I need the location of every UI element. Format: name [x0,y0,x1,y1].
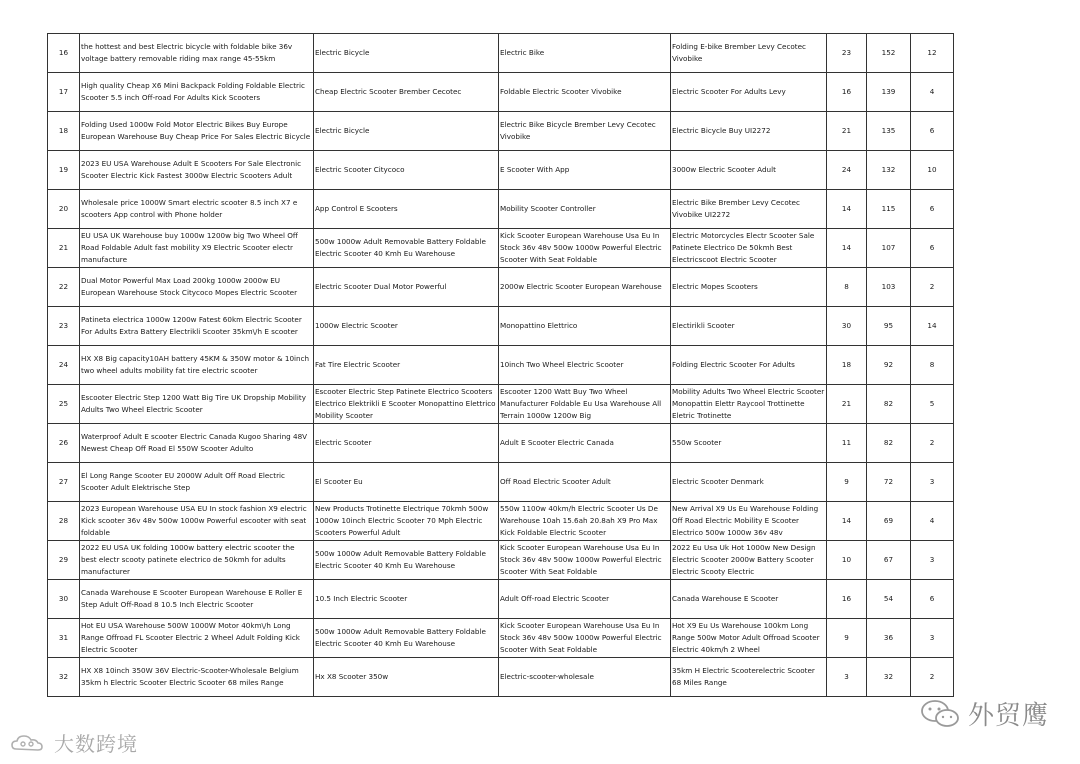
metric-3-cell: 2 [911,268,954,307]
product-title-cell: Canada Warehouse E Scooter European Warehouse E Roller E Step Adult Off-Road 8 10.5 Inch Electric Scooter [80,580,314,619]
keyword-3-cell: Folding Electric Scooter For Adults [671,346,827,385]
metric-2-cell: 95 [867,307,911,346]
table-row [48,658,954,697]
keyword-1-cell: Electric Scooter Citycoco [314,151,499,190]
table-row [48,307,954,346]
keyword-1-cell: 500w 1000w Adult Removable Battery Foldable Electric Scooter 40 Kmh Eu Warehouse [314,619,499,658]
watermark-right-text: 外贸鹰 [968,701,1050,731]
keyword-2-cell: Monopattino Elettrico [499,307,671,346]
product-title-cell: Escooter Electric Step 1200 Watt Big Tire UK Dropship Mobility Adults Two Wheel Electric Scooter [80,385,314,424]
table-row [48,34,954,73]
keyword-3-cell: 3000w Electric Scooter Adult [671,151,827,190]
keyword-3-cell: Electric Scooter For Adults Levy [671,73,827,112]
keyword-2-cell: 10inch Two Wheel Electric Scooter [499,346,671,385]
metric-2-cell: 69 [867,502,911,541]
rank-cell: 32 [48,658,80,697]
metric-3-cell: 8 [911,346,954,385]
keyword-2-cell: E Scooter With App [499,151,671,190]
product-title-cell: Dual Motor Powerful Max Load 200kg 1000w 2000w EU European Warehouse Stock Citycoco Mopes Electric Scooter [80,268,314,307]
metric-1-cell: 14 [827,190,867,229]
product-title-cell: Hot EU USA Warehouse 500W 1000W Motor 40km\/h Long Range Offroad FL Scooter Electric 2 Wheel Adult Folding Kick Electric Scooter [80,619,314,658]
table-row [48,463,954,502]
metric-1-cell: 30 [827,307,867,346]
product-title-cell: Patineta electrica 1000w 1200w Fatest 60km Electric Scooter For Adults Extra Battery Electrikli Scooter 35km\/h E scooter [80,307,314,346]
product-title-cell: Wholesale price 1000W Smart electric scooter 8.5 inch X7 e scooters App control with Phone holder [80,190,314,229]
rank-cell: 30 [48,580,80,619]
table-row [48,73,954,112]
keyword-3-cell: 2022 Eu Usa Uk Hot 1000w New Design Electric Scooter 2000w Battery Scooter Electric Scooty Electric [671,541,827,580]
metric-3-cell: 6 [911,580,954,619]
rank-cell: 19 [48,151,80,190]
table-row [48,502,954,541]
watermark-left-text: 大数跨境 [54,732,138,756]
product-title-cell: 2023 European Warehouse USA EU In stock fashion X9 electric Kick scooter 36v 48v 500w 1000w Powerful escooter with seat foldable [80,502,314,541]
keyword-3-cell: Electric Bicycle Buy UI2272 [671,112,827,151]
product-title-cell: High quality Cheap X6 Mini Backpack Folding Foldable Electric Scooter 5.5 inch Off-road For Adults Kick Scooters [80,73,314,112]
product-title-cell: HX X8 10inch 350W 36V Electric-Scooter-Wholesale Belgium 35km h Electric Scooter Electric Scooter 68 miles Range [80,658,314,697]
keyword-2-cell: Kick Scooter European Warehouse Usa Eu In Stock 36v 48v 500w 1000w Powerful Electric Scooter With Seat Foldable [499,541,671,580]
rank-cell: 28 [48,502,80,541]
keyword-3-cell: Hot X9 Eu Us Warehouse 100km Long Range 500w Motor Adult Offroad Scooter Electric 40km/h 2 Wheel [671,619,827,658]
keyword-3-cell: Mobility Adults Two Wheel Electric Scooter Monopattin Elettr Raycool Trottinette Eletric Trotinette [671,385,827,424]
metric-3-cell: 14 [911,307,954,346]
keyword-1-cell: Cheap Electric Scooter Brember Cecotec [314,73,499,112]
keyword-1-cell: El Scooter Eu [314,463,499,502]
metric-1-cell: 21 [827,385,867,424]
keyword-3-cell: Electirikli Scooter [671,307,827,346]
keyword-1-cell: Electric Bicycle [314,34,499,73]
table-row [48,385,954,424]
keyword-2-cell: Escooter 1200 Watt Buy Two Wheel Manufacturer Foldable Eu Usa Warehouse All Terrain 1000w 1200w Big [499,385,671,424]
table-row [48,151,954,190]
product-title-cell: the hottest and best Electric bicycle with foldable bike 36v voltage battery removable riding max range 45-55km [80,34,314,73]
metric-1-cell: 14 [827,229,867,268]
rank-cell: 31 [48,619,80,658]
product-title-cell: HX X8 Big capacity10AH battery 45KM & 350W motor & 10inch two wheel adults mobility fat tire electric scooter [80,346,314,385]
metric-2-cell: 67 [867,541,911,580]
rank-cell: 22 [48,268,80,307]
keyword-1-cell: App Control E Scooters [314,190,499,229]
keyword-1-cell: Electric Scooter [314,424,499,463]
table-row [48,619,954,658]
metric-1-cell: 23 [827,34,867,73]
keyword-1-cell: 500w 1000w Adult Removable Battery Foldable Electric Scooter 40 Kmh Eu Warehouse [314,229,499,268]
metric-1-cell: 3 [827,658,867,697]
table-row [48,190,954,229]
metric-2-cell: 72 [867,463,911,502]
metric-2-cell: 82 [867,424,911,463]
table-row [48,346,954,385]
metric-2-cell: 135 [867,112,911,151]
metric-1-cell: 10 [827,541,867,580]
rank-cell: 16 [48,34,80,73]
product-title-cell: EU USA UK Warehouse buy 1000w 1200w big Two Wheel Off Road Foldable Adult fast mobility X9 Electric Scooter electr manufacture [80,229,314,268]
product-title-cell: Folding Used 1000w Fold Motor Electric Bikes Buy Europe European Warehouse Buy Cheap Price For Sales Electric Bicycle [80,112,314,151]
metric-2-cell: 92 [867,346,911,385]
keyword-3-cell: 550w Scooter [671,424,827,463]
wechat-logo-icon [918,697,962,731]
metric-2-cell: 132 [867,151,911,190]
keyword-2-cell: 2000w Electric Scooter European Warehouse [499,268,671,307]
metric-3-cell: 6 [911,229,954,268]
metric-1-cell: 8 [827,268,867,307]
rank-cell: 25 [48,385,80,424]
table-row [48,268,954,307]
rank-cell: 29 [48,541,80,580]
product-title-cell: El Long Range Scooter EU 2000W Adult Off Road Electric Scooter Adult Elektrische Step [80,463,314,502]
metric-3-cell: 3 [911,541,954,580]
keyword-table [47,33,954,697]
table-row [48,229,954,268]
metric-1-cell: 16 [827,580,867,619]
product-title-cell: 2022 EU USA UK folding 1000w battery electric scooter the best electr scooty patinete electrico de 50kmh for adults manufacturer [80,541,314,580]
keyword-2-cell: Kick Scooter European Warehouse Usa Eu In Stock 36v 48v 500w 1000w Powerful Electric Scooter With Seat Foldable [499,619,671,658]
keyword-1-cell: 500w 1000w Adult Removable Battery Foldable Electric Scooter 40 Kmh Eu Warehouse [314,541,499,580]
metric-1-cell: 16 [827,73,867,112]
metric-3-cell: 3 [911,619,954,658]
product-title-cell: 2023 EU USA Warehouse Adult E Scooters For Sale Electronic Scooter Electric Kick Fastest 3000w Electric Scooters Adult [80,151,314,190]
metric-3-cell: 4 [911,502,954,541]
rank-cell: 20 [48,190,80,229]
metric-2-cell: 36 [867,619,911,658]
keyword-3-cell: Folding E-bike Brember Levy Cecotec Vivobike [671,34,827,73]
keyword-3-cell: Electric Bike Brember Levy Cecotec Vivobike UI2272 [671,190,827,229]
keyword-1-cell: New Products Trotinette Electrique 70kmh 500w 1000w 10inch Electric Scooter 70 Mph Electric Scooters Powerful Adult [314,502,499,541]
keyword-table-body [48,34,954,697]
metric-3-cell: 2 [911,658,954,697]
keyword-2-cell: Kick Scooter European Warehouse Usa Eu In Stock 36v 48v 500w 1000w Powerful Electric Scooter With Seat Foldable [499,229,671,268]
watermark-left [10,728,138,757]
keyword-2-cell: Mobility Scooter Controller [499,190,671,229]
metric-1-cell: 24 [827,151,867,190]
metric-2-cell: 54 [867,580,911,619]
metric-3-cell: 6 [911,112,954,151]
table-row [48,112,954,151]
rank-cell: 23 [48,307,80,346]
metric-3-cell: 10 [911,151,954,190]
metric-1-cell: 18 [827,346,867,385]
cloud-logo-icon [10,731,50,755]
keyword-1-cell: Electric Bicycle [314,112,499,151]
rank-cell: 26 [48,424,80,463]
metric-2-cell: 115 [867,190,911,229]
metric-2-cell: 32 [867,658,911,697]
keyword-3-cell: Canada Warehouse E Scooter [671,580,827,619]
table-row [48,541,954,580]
keyword-2-cell: Electric Bike [499,34,671,73]
keyword-2-cell: Foldable Electric Scooter Vivobike [499,73,671,112]
table-row [48,580,954,619]
metric-1-cell: 9 [827,463,867,502]
keyword-3-cell: Electric Scooter Denmark [671,463,827,502]
keyword-2-cell: Off Road Electric Scooter Adult [499,463,671,502]
table-row [48,424,954,463]
metric-1-cell: 9 [827,619,867,658]
rank-cell: 21 [48,229,80,268]
metric-1-cell: 21 [827,112,867,151]
metric-1-cell: 11 [827,424,867,463]
metric-3-cell: 3 [911,463,954,502]
metric-2-cell: 103 [867,268,911,307]
keyword-1-cell: Escooter Electric Step Patinete Electrico Scooters Electrico Elektrikli E Scooter Monopattino Elettrico Mobility Scooter [314,385,499,424]
keyword-3-cell: Electric Mopes Scooters [671,268,827,307]
keyword-3-cell: Electric Motorcycles Electr Scooter Sale Patinete Electrico De 50kmh Best Electricscoot Electric Scooter [671,229,827,268]
metric-3-cell: 5 [911,385,954,424]
keyword-1-cell: Hx X8 Scooter 350w [314,658,499,697]
metric-2-cell: 107 [867,229,911,268]
keyword-2-cell: Adult E Scooter Electric Canada [499,424,671,463]
metric-1-cell: 14 [827,502,867,541]
product-title-cell: Waterproof Adult E scooter Electric Canada Kugoo Sharing 48V Newest Cheap Off Road El 550W Scooter Adulto [80,424,314,463]
keyword-2-cell: 550w 1100w 40km/h Electric Scooter Us De Warehouse 10ah 15.6ah 20.8ah X9 Pro Max Kick Foldable Electric Scooter [499,502,671,541]
watermark-right [918,695,1049,732]
metric-2-cell: 152 [867,34,911,73]
metric-3-cell: 12 [911,34,954,73]
keyword-1-cell: 1000w Electric Scooter [314,307,499,346]
keyword-3-cell: New Arrival X9 Us Eu Warehouse Folding Off Road Electric Mobility E Scooter Electrico 500w 1000w 36v 48v [671,502,827,541]
metric-2-cell: 139 [867,73,911,112]
keyword-2-cell: Adult Off-road Electric Scooter [499,580,671,619]
metric-3-cell: 6 [911,190,954,229]
rank-cell: 18 [48,112,80,151]
rank-cell: 27 [48,463,80,502]
keyword-1-cell: Electric Scooter Dual Motor Powerful [314,268,499,307]
keyword-3-cell: 35km H Electric Scooterelectric Scooter 68 Miles Range [671,658,827,697]
metric-3-cell: 2 [911,424,954,463]
metric-3-cell: 4 [911,73,954,112]
keyword-1-cell: 10.5 Inch Electric Scooter [314,580,499,619]
rank-cell: 17 [48,73,80,112]
keyword-2-cell: Electric Bike Bicycle Brember Levy Cecotec Vivobike [499,112,671,151]
keyword-2-cell: Electric-scooter-wholesale [499,658,671,697]
metric-2-cell: 82 [867,385,911,424]
rank-cell: 24 [48,346,80,385]
keyword-1-cell: Fat Tire Electric Scooter [314,346,499,385]
